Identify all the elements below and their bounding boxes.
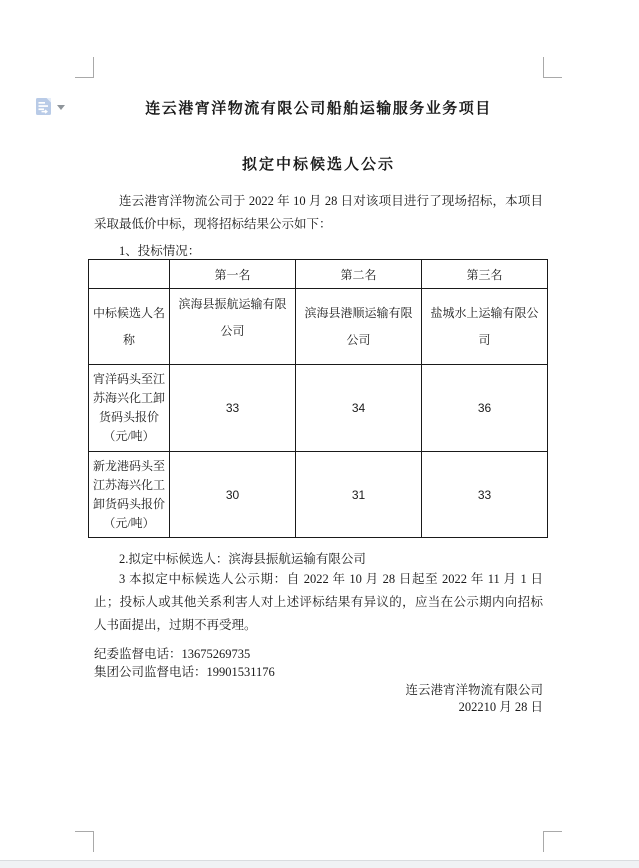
chevron-down-icon xyxy=(57,105,65,110)
margin-corner-mark-bottom-left xyxy=(75,831,94,852)
margin-corner-mark-top-left xyxy=(75,57,94,78)
price-xiaoyang-1: 33 xyxy=(170,365,296,452)
row-label-xiaoyang-route: 宵洋码头至江苏海兴化工卸货码头报价（元/吨） xyxy=(89,365,170,452)
candidate-2-name: 滨海县港顺运输有限公司 xyxy=(296,289,422,365)
row-label-xinlonggang-route: 新龙港码头至江苏海兴化工卸货码头报价（元/吨） xyxy=(89,452,170,538)
table-header-row xyxy=(89,260,548,289)
document-subtitle: 拟定中标候选人公示 xyxy=(241,157,395,173)
intro-paragraph: 连云港宵洋物流公司于 2022 年 10 月 28 日对该项目进行了现场招标，本项目采取最低价中标，现将招标结果公示如下： xyxy=(94,194,543,231)
header-cell-first: 第一名 xyxy=(170,260,296,289)
table-row-xiaoyang-price xyxy=(89,365,548,452)
margin-corner-mark-top-right xyxy=(543,57,562,78)
discipline-phone-line: 纪委监督电话：13675269735 xyxy=(94,647,251,661)
paste-options-button[interactable] xyxy=(36,98,65,115)
candidate-3-name: 盐城水上运输有限公司 xyxy=(422,289,548,365)
table-row-candidates xyxy=(89,289,548,365)
group-phone-line: 集团公司监督电话：19901531176 xyxy=(94,665,275,679)
section2-text: 2.拟定中标候选人：滨海县振航运输有限公司 xyxy=(119,552,366,566)
document-title: 连云港宵洋物流有限公司船舶运输服务业务项目 xyxy=(145,101,492,117)
margin-corner-mark-bottom-right xyxy=(543,831,562,852)
row-label-candidate-name: 中标候选人名称 xyxy=(89,289,170,365)
header-cell-blank xyxy=(89,260,170,289)
price-xinlonggang-2: 31 xyxy=(296,452,422,538)
paste-icon xyxy=(36,98,51,115)
price-xinlonggang-1: 30 xyxy=(170,452,296,538)
price-xiaoyang-3: 36 xyxy=(422,365,548,452)
table-row-xinlonggang-price xyxy=(89,452,548,538)
section1-label: 1、投标情况： xyxy=(119,244,201,258)
bid-results-table xyxy=(88,259,548,538)
price-xinlonggang-3: 33 xyxy=(422,452,548,538)
header-cell-third: 第三名 xyxy=(422,260,548,289)
header-cell-second: 第二名 xyxy=(296,260,422,289)
signature-company: 连云港宵洋物流有限公司 xyxy=(405,683,543,697)
section3-text: 3 本拟定中标候选人公示期：自 2022 年 10 月 28 日起至 2022 年 11 月 1 日止；投标人或其他关系利害人对上述评标结果有异议的，应当在公示期内向招标人书面提出，过期不再受理。 xyxy=(94,572,543,632)
page-bottom-strip xyxy=(0,860,639,868)
signature-date: 202210 月 28 日 xyxy=(458,700,543,714)
price-xiaoyang-2: 34 xyxy=(296,365,422,452)
candidate-1-name: 滨海县振航运输有限公司 xyxy=(170,289,296,365)
